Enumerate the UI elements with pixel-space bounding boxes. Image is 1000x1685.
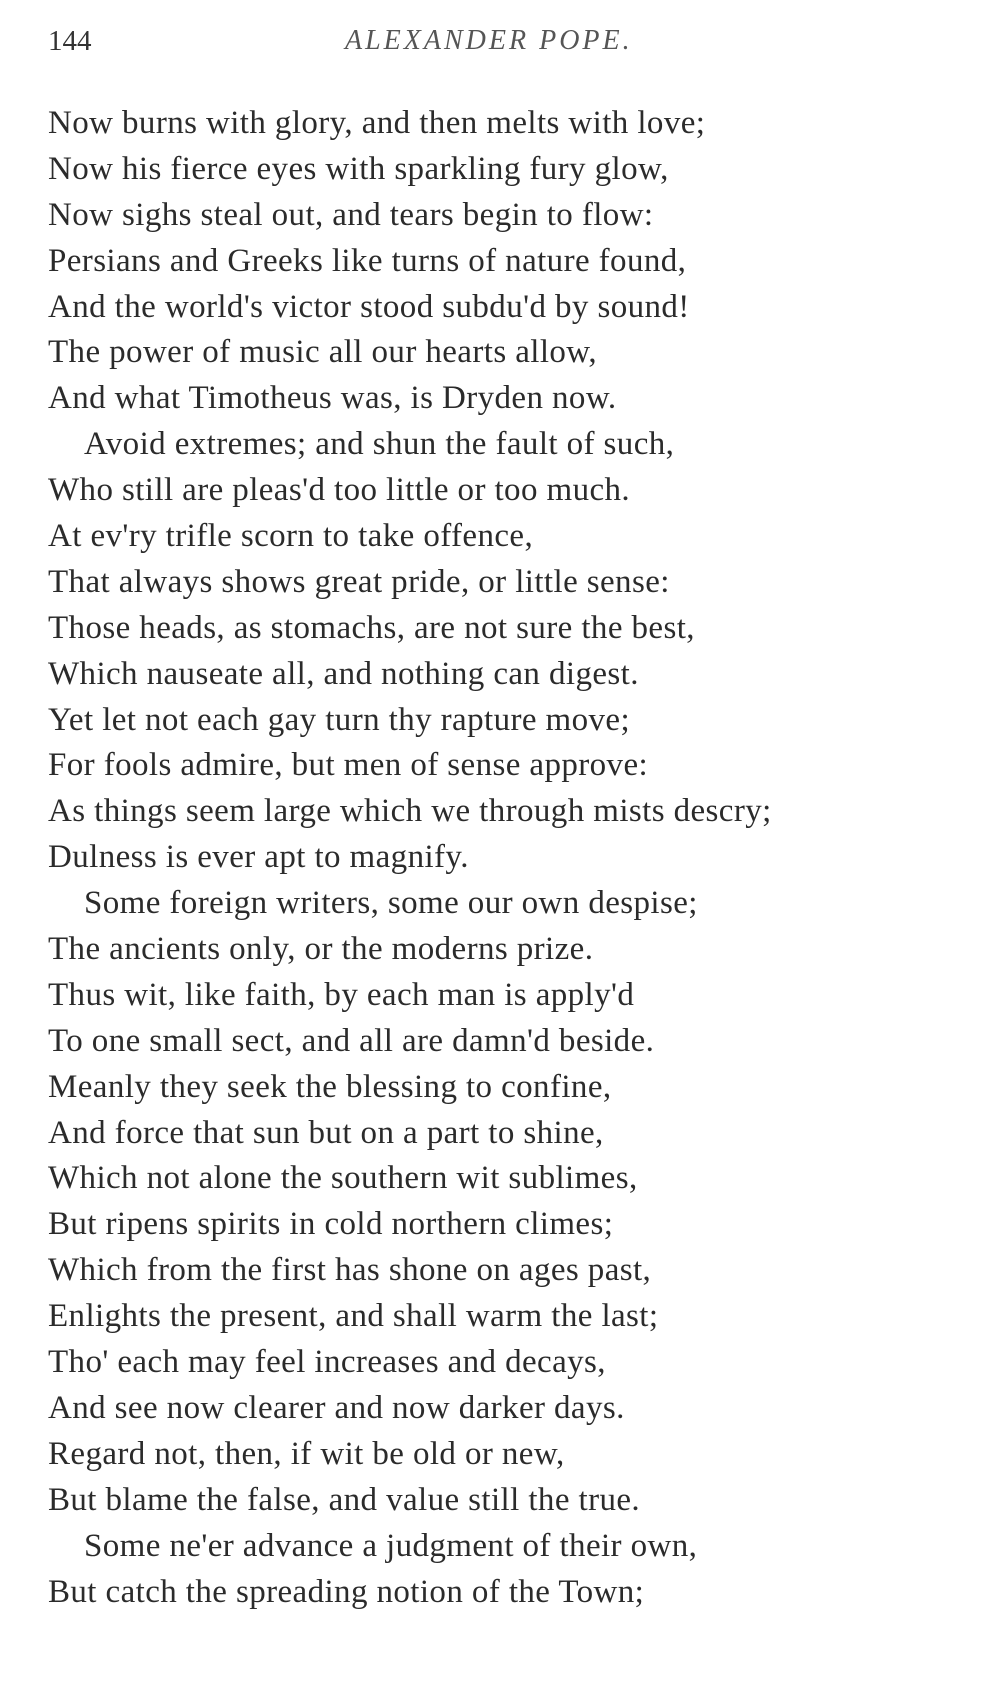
poem-text <box>48 101 988 1615</box>
poem-line: Yet let not each gay turn thy rapture move; <box>48 701 631 738</box>
poem-line: And what Timotheus was, is Dryden now. <box>48 380 617 417</box>
poem-line: At ev'ry trifle scorn to take offence, <box>48 518 534 555</box>
poem-line: But blame the false, and value still the true. <box>48 1481 641 1518</box>
poem-line: And force that sun but on a part to shine, <box>48 1114 604 1151</box>
running-head: ALEXANDER POPE. <box>345 25 633 56</box>
poem-line: Regard not, then, if wit be old or new, <box>48 1435 565 1472</box>
poem-line: Persians and Greeks like turns of nature found, <box>48 242 687 279</box>
poem-line: Avoid extremes; and shun the fault of such, <box>84 426 675 463</box>
poem-line: Now burns with glory, and then melts with love; <box>48 105 706 141</box>
poem-line: The power of music all our hearts allow, <box>48 334 598 371</box>
poem-line: Thus wit, like faith, by each man is apply'd <box>48 976 635 1013</box>
poem-line: But ripens spirits in cold northern climes; <box>48 1206 614 1243</box>
poem-line: Enlights the present, and shall warm the last; <box>48 1298 659 1335</box>
poem-line: But catch the spreading notion of the Town; <box>48 1573 645 1610</box>
poem-line: Now his fierce eyes with sparkling fury glow, <box>48 150 669 187</box>
poem-line: Which not alone the southern wit sublimes, <box>48 1160 638 1197</box>
poem-line: For fools admire, but men of sense approve: <box>48 747 649 784</box>
poem-line: As things seem large which we through mists descry; <box>48 793 772 830</box>
poem-line: Which nauseate all, and nothing can digest. <box>48 655 639 692</box>
poem-line: Those heads, as stomachs, are not sure the best, <box>48 609 695 646</box>
poem-line: To one small sect, and all are damn'd beside. <box>48 1022 655 1059</box>
poem-line: The ancients only, or the moderns prize. <box>48 931 594 968</box>
poem-line: Tho' each may feel increases and decays, <box>48 1344 606 1381</box>
page-header <box>0 0 1000 80</box>
poem-line: And see now clearer and now darker days. <box>48 1389 625 1426</box>
page-number: 144 <box>48 25 92 57</box>
poem-line: That always shows great pride, or little sense: <box>48 563 670 600</box>
poem-line: Now sighs steal out, and tears begin to flow: <box>48 196 654 233</box>
poem-line: Meanly they seek the blessing to confine, <box>48 1068 612 1105</box>
poem-line: Some foreign writers, some our own despise; <box>84 885 698 922</box>
poem-line: And the world's victor stood subdu'd by sound! <box>48 288 690 325</box>
poem-line: Dulness is ever apt to magnify. <box>48 839 469 876</box>
poem-line: Who still are pleas'd too little or too much. <box>48 472 631 509</box>
poem-line: Which from the first has shone on ages past, <box>48 1252 652 1289</box>
poem-line: Some ne'er advance a judgment of their own, <box>84 1527 698 1564</box>
